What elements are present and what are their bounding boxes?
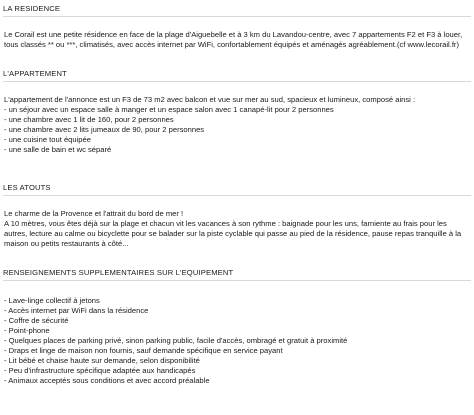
- list-item: - un séjour avec un espace salle à manger et un espace salon avec 1 canapé-lit pour 2 personnes: [4, 105, 334, 114]
- list-item: - Draps et linge de maison non fournis, sauf demande spécifique en service payant: [4, 346, 283, 355]
- section-heading-residence: LA RESIDENCE: [3, 4, 61, 13]
- text-line: L'appartement de l'annonce est un F3 de 73 m2 avec balcon et vue sur mer au sud, spacieux et lumineux, composé ainsi :: [4, 95, 416, 104]
- divider: [3, 81, 471, 82]
- text-line: maison ou petits restaurants à côté...: [4, 239, 129, 248]
- list-item: - une chambre avec 1 lit de 160, pour 2 personnes: [4, 115, 174, 124]
- list-item: - Animaux acceptés sous conditions et avec accord préalable: [4, 376, 210, 385]
- text-line: autres, lecture au calme ou bicyclette pour se balader sur la piste cyclable qui passe au pied de la résidence, pause repas tranquille à la: [4, 229, 462, 238]
- section-body-residence: [4, 30, 468, 50]
- list-item: - Peu d'infrastructure spécifique adaptée aux handicapés: [4, 366, 196, 375]
- section-body-atouts: [4, 209, 468, 249]
- text-line: Le charme de la Provence et l'attrait du bord de mer !: [4, 209, 184, 218]
- section-body-appartement: [4, 95, 468, 155]
- text-line: A 10 mètres, vous êtes déjà sur la plage et chacun vit les vacances à son rythme : baignade pour les uns, farniente au frais pour les: [4, 219, 447, 228]
- list-item: - une salle de bain et wc séparé: [4, 145, 112, 154]
- divider: [3, 195, 471, 196]
- divider: [3, 280, 471, 281]
- list-item: - Lit bébé et chaise haute sur demande, selon disponibilité: [4, 356, 200, 365]
- section-heading-appartement: L'APPARTEMENT: [3, 69, 67, 78]
- text-line: Le Corail est une petite résidence en face de la plage d'Aiguebelle et à 3 km du Lavandou-centre, avec 7 appartements F2 et F3 à louer,: [4, 30, 463, 39]
- list-item: - Coffre de sécurité: [4, 316, 69, 325]
- list-item: - Point-phone: [4, 326, 50, 335]
- list-item: - une chambre avec 2 lits jumeaux de 90, pour 2 personnes: [4, 125, 205, 134]
- section-heading-atouts: LES ATOUTS: [3, 183, 51, 192]
- list-item: - Quelques places de parking privé, sinon parking public, facile d'accès, ombragé et gratuit à proximité: [4, 336, 348, 345]
- list-item: - Accès internet par WiFi dans la résidence: [4, 306, 149, 315]
- divider: [3, 16, 471, 17]
- section-body-equipement: [4, 296, 468, 386]
- text-line: tous classés ** ou ***, climatisés, avec accès internet par WiFi, confortablement équipés et aménagés agréablement.(cf www.lecorail.fr): [4, 40, 459, 49]
- section-heading-equipement: RENSEIGNEMENTS SUPPLEMENTAIRES SUR L'EQUIPEMENT: [3, 268, 234, 277]
- list-item: - une cuisine tout équipée: [4, 135, 91, 144]
- list-item: - Lave-linge collectif à jetons: [4, 296, 100, 305]
